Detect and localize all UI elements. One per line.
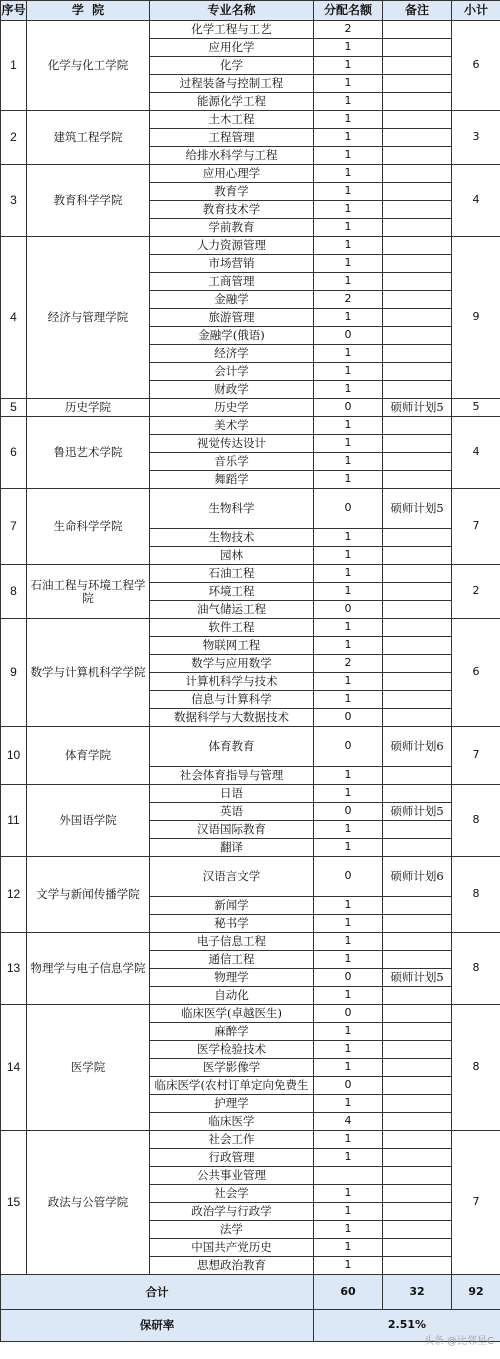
table-row xyxy=(1,21,500,39)
major-remark: 硕师计划5 xyxy=(383,489,452,529)
major-quota: 1 xyxy=(314,57,383,75)
major-name: 医学检验技术 xyxy=(150,1041,314,1059)
major-remark xyxy=(383,1059,452,1077)
header-major: 专业名称 xyxy=(150,1,314,21)
college-name: 教育科学学院 xyxy=(27,165,150,237)
major-remark xyxy=(383,417,452,435)
major-remark: 硕师计划5 xyxy=(383,399,452,417)
college-seq: 13 xyxy=(1,933,27,1005)
college-seq: 14 xyxy=(1,1005,27,1131)
major-name: 给排水科学与工程 xyxy=(150,147,314,165)
major-quota: 1 xyxy=(314,363,383,381)
major-quota: 1 xyxy=(314,183,383,201)
major-name: 金融学(俄语) xyxy=(150,327,314,345)
major-quota: 1 xyxy=(314,39,383,57)
major-name: 信息与计算科学 xyxy=(150,691,314,709)
major-remark xyxy=(383,1185,452,1203)
major-name: 财政学 xyxy=(150,381,314,399)
major-name: 政治学与行政学 xyxy=(150,1203,314,1221)
major-remark xyxy=(383,601,452,619)
major-name: 数学与应用数学 xyxy=(150,655,314,673)
major-quota: 1 xyxy=(314,951,383,969)
college-subtotal: 4 xyxy=(452,165,500,237)
major-remark xyxy=(383,21,452,39)
major-quota: 1 xyxy=(314,1239,383,1257)
major-name: 医学影像学 xyxy=(150,1059,314,1077)
major-remark xyxy=(383,165,452,183)
major-remark xyxy=(383,547,452,565)
major-quota: 1 xyxy=(314,309,383,327)
table-row xyxy=(1,1131,500,1149)
major-name: 旅游管理 xyxy=(150,309,314,327)
major-remark xyxy=(383,785,452,803)
major-remark xyxy=(383,583,452,601)
college-subtotal: 8 xyxy=(452,857,500,933)
major-remark xyxy=(383,345,452,363)
table-row xyxy=(1,489,500,529)
major-remark xyxy=(383,637,452,655)
major-quota: 1 xyxy=(314,933,383,951)
major-quota: 1 xyxy=(314,147,383,165)
major-quota: 1 xyxy=(314,1095,383,1113)
major-remark xyxy=(383,1203,452,1221)
major-remark xyxy=(383,1221,452,1239)
college-name: 历史学院 xyxy=(27,399,150,417)
major-name: 工商管理 xyxy=(150,273,314,291)
major-remark xyxy=(383,767,452,785)
major-remark xyxy=(383,1077,452,1095)
major-name: 翻译 xyxy=(150,839,314,857)
major-quota: 1 xyxy=(314,637,383,655)
major-remark xyxy=(383,987,452,1005)
college-name: 数学与计算机科学学院 xyxy=(27,619,150,727)
major-remark xyxy=(383,129,452,147)
major-quota: 0 xyxy=(314,969,383,987)
college-subtotal: 5 xyxy=(452,399,500,417)
major-remark xyxy=(383,219,452,237)
major-remark xyxy=(383,691,452,709)
major-name: 化学 xyxy=(150,57,314,75)
major-quota: 0 xyxy=(314,709,383,727)
college-seq: 1 xyxy=(1,21,27,111)
major-name: 软件工程 xyxy=(150,619,314,637)
college-subtotal: 7 xyxy=(452,727,500,785)
major-quota: 1 xyxy=(314,1221,383,1239)
college-seq: 5 xyxy=(1,399,27,417)
major-quota: 1 xyxy=(314,583,383,601)
major-name: 通信工程 xyxy=(150,951,314,969)
header-subtotal: 小计 xyxy=(452,1,500,21)
major-name: 秘书学 xyxy=(150,915,314,933)
major-remark xyxy=(383,291,452,309)
college-subtotal: 4 xyxy=(452,417,500,489)
table-row xyxy=(1,727,500,767)
college-name: 外国语学院 xyxy=(27,785,150,857)
major-name: 人力资源管理 xyxy=(150,237,314,255)
major-quota: 1 xyxy=(314,1257,383,1275)
major-name: 工程管理 xyxy=(150,129,314,147)
major-name: 麻醉学 xyxy=(150,1023,314,1041)
header-seq: 序号 xyxy=(1,1,27,21)
major-remark xyxy=(383,529,452,547)
college-seq: 7 xyxy=(1,489,27,565)
major-remark xyxy=(383,821,452,839)
major-quota xyxy=(314,1167,383,1185)
major-quota: 1 xyxy=(314,619,383,637)
major-name: 生物技术 xyxy=(150,529,314,547)
major-quota: 1 xyxy=(314,1131,383,1149)
major-quota: 1 xyxy=(314,1023,383,1041)
major-remark xyxy=(383,75,452,93)
major-quota: 1 xyxy=(314,691,383,709)
major-remark: 硕师计划5 xyxy=(383,969,452,987)
major-name: 法学 xyxy=(150,1221,314,1239)
major-name: 金融学 xyxy=(150,291,314,309)
major-quota: 1 xyxy=(314,1185,383,1203)
rate-label: 保研率 xyxy=(1,1310,314,1342)
major-quota: 1 xyxy=(314,111,383,129)
major-quota: 1 xyxy=(314,93,383,111)
major-quota: 2 xyxy=(314,291,383,309)
major-name: 物联网工程 xyxy=(150,637,314,655)
major-name: 园林 xyxy=(150,547,314,565)
major-remark: 硕师计划5 xyxy=(383,803,452,821)
major-quota: 1 xyxy=(314,75,383,93)
major-remark xyxy=(383,201,452,219)
major-name: 护理学 xyxy=(150,1095,314,1113)
major-quota: 2 xyxy=(314,21,383,39)
college-seq: 6 xyxy=(1,417,27,489)
college-subtotal: 6 xyxy=(452,21,500,111)
major-name: 行政管理 xyxy=(150,1149,314,1167)
total-row xyxy=(1,1275,500,1310)
major-name: 思想政治教育 xyxy=(150,1257,314,1275)
major-name: 英语 xyxy=(150,803,314,821)
major-remark xyxy=(383,39,452,57)
college-seq: 3 xyxy=(1,165,27,237)
major-remark xyxy=(383,933,452,951)
major-quota: 0 xyxy=(314,489,383,529)
table-row xyxy=(1,565,500,583)
college-name: 物理学与电子信息学院 xyxy=(27,933,150,1005)
major-name: 新闻学 xyxy=(150,897,314,915)
table-row xyxy=(1,1005,500,1023)
major-remark: 硕师计划6 xyxy=(383,727,452,767)
major-name: 数据科学与大数据技术 xyxy=(150,709,314,727)
major-name: 应用化学 xyxy=(150,39,314,57)
major-remark xyxy=(383,1113,452,1131)
major-quota: 1 xyxy=(314,417,383,435)
table-row xyxy=(1,857,500,897)
total-quota: 60 xyxy=(314,1275,383,1310)
table-row xyxy=(1,111,500,129)
major-remark xyxy=(383,147,452,165)
major-quota: 1 xyxy=(314,435,383,453)
major-name: 过程装备与控制工程 xyxy=(150,75,314,93)
major-remark xyxy=(383,915,452,933)
major-name: 化学工程与工艺 xyxy=(150,21,314,39)
college-name: 鲁迅艺术学院 xyxy=(27,417,150,489)
college-seq: 10 xyxy=(1,727,27,785)
major-remark xyxy=(383,435,452,453)
major-name: 临床医学(卓越医生) xyxy=(150,1005,314,1023)
major-quota: 1 xyxy=(314,129,383,147)
major-name: 日语 xyxy=(150,785,314,803)
major-name: 教育学 xyxy=(150,183,314,201)
major-name: 应用心理学 xyxy=(150,165,314,183)
major-name: 历史学 xyxy=(150,399,314,417)
major-name: 体育教育 xyxy=(150,727,314,767)
major-name: 教育技术学 xyxy=(150,201,314,219)
major-remark xyxy=(383,673,452,691)
college-seq: 9 xyxy=(1,619,27,727)
major-name: 自动化 xyxy=(150,987,314,1005)
major-quota: 1 xyxy=(314,1203,383,1221)
college-name: 建筑工程学院 xyxy=(27,111,150,165)
major-remark xyxy=(383,951,452,969)
header-college: 学 院 xyxy=(27,1,150,21)
major-name: 生物科学 xyxy=(150,489,314,529)
college-name: 经济与管理学院 xyxy=(27,237,150,399)
major-remark xyxy=(383,1167,452,1185)
major-remark xyxy=(383,839,452,857)
major-name: 美术学 xyxy=(150,417,314,435)
major-name: 环境工程 xyxy=(150,583,314,601)
major-name: 社会学 xyxy=(150,1185,314,1203)
college-seq: 8 xyxy=(1,565,27,619)
table-row xyxy=(1,399,500,417)
major-quota: 1 xyxy=(314,673,383,691)
college-subtotal: 9 xyxy=(452,237,500,399)
header-quota: 分配名额 xyxy=(314,1,383,21)
major-quota: 1 xyxy=(314,1059,383,1077)
major-name: 物理学 xyxy=(150,969,314,987)
major-name: 学前教育 xyxy=(150,219,314,237)
major-remark xyxy=(383,273,452,291)
major-quota: 0 xyxy=(314,727,383,767)
major-remark xyxy=(383,1257,452,1275)
major-remark xyxy=(383,1005,452,1023)
major-remark xyxy=(383,453,452,471)
major-quota: 1 xyxy=(314,821,383,839)
major-quota: 1 xyxy=(314,471,383,489)
major-remark xyxy=(383,1041,452,1059)
header-row xyxy=(1,1,500,21)
major-remark xyxy=(383,183,452,201)
major-quota: 0 xyxy=(314,601,383,619)
major-name: 经济学 xyxy=(150,345,314,363)
major-quota: 0 xyxy=(314,857,383,897)
major-quota: 1 xyxy=(314,165,383,183)
major-remark xyxy=(383,709,452,727)
major-remark xyxy=(383,255,452,273)
table-row xyxy=(1,785,500,803)
table-row xyxy=(1,619,500,637)
total-subtotal: 92 xyxy=(452,1275,500,1310)
college-subtotal: 8 xyxy=(452,1005,500,1131)
college-subtotal: 7 xyxy=(452,1131,500,1275)
table-row xyxy=(1,933,500,951)
major-quota: 1 xyxy=(314,785,383,803)
major-quota: 1 xyxy=(314,987,383,1005)
major-name: 汉语国际教育 xyxy=(150,821,314,839)
major-remark xyxy=(383,381,452,399)
major-quota: 1 xyxy=(314,529,383,547)
major-name: 音乐学 xyxy=(150,453,314,471)
major-quota: 4 xyxy=(314,1113,383,1131)
major-quota: 1 xyxy=(314,839,383,857)
college-seq: 15 xyxy=(1,1131,27,1275)
college-name: 石油工程与环境工程学院 xyxy=(27,565,150,619)
college-seq: 11 xyxy=(1,785,27,857)
table-row xyxy=(1,237,500,255)
major-quota: 1 xyxy=(314,345,383,363)
college-name: 文学与新闻传播学院 xyxy=(27,857,150,933)
college-name: 生命科学学院 xyxy=(27,489,150,565)
major-name: 计算机科学与技术 xyxy=(150,673,314,691)
major-name: 油气储运工程 xyxy=(150,601,314,619)
major-quota: 1 xyxy=(314,381,383,399)
major-quota: 1 xyxy=(314,273,383,291)
major-name: 电子信息工程 xyxy=(150,933,314,951)
major-name: 能源化学工程 xyxy=(150,93,314,111)
college-name: 体育学院 xyxy=(27,727,150,785)
major-name: 临床医学 xyxy=(150,1113,314,1131)
major-quota: 1 xyxy=(314,1041,383,1059)
major-quota: 0 xyxy=(314,327,383,345)
major-remark xyxy=(383,1149,452,1167)
major-name: 公共事业管理 xyxy=(150,1167,314,1185)
major-quota: 1 xyxy=(314,201,383,219)
major-remark xyxy=(383,619,452,637)
total-remark: 32 xyxy=(383,1275,452,1310)
major-quota: 1 xyxy=(314,1149,383,1167)
header-remark: 备注 xyxy=(383,1,452,21)
major-remark xyxy=(383,363,452,381)
college-seq: 4 xyxy=(1,237,27,399)
major-remark xyxy=(383,565,452,583)
major-name: 市场营销 xyxy=(150,255,314,273)
major-quota: 1 xyxy=(314,547,383,565)
major-quota: 0 xyxy=(314,399,383,417)
major-quota: 0 xyxy=(314,1005,383,1023)
total-label: 合计 xyxy=(1,1275,314,1310)
major-name: 临床医学(农村订单定向免费生 xyxy=(150,1077,314,1095)
major-quota: 1 xyxy=(314,237,383,255)
major-remark xyxy=(383,1131,452,1149)
table-row xyxy=(1,165,500,183)
major-remark xyxy=(383,309,452,327)
college-subtotal: 3 xyxy=(452,111,500,165)
major-quota: 1 xyxy=(314,219,383,237)
major-remark xyxy=(383,1095,452,1113)
major-remark xyxy=(383,93,452,111)
major-name: 社会体育指导与管理 xyxy=(150,767,314,785)
major-name: 中国共产党历史 xyxy=(150,1239,314,1257)
major-name: 舞蹈学 xyxy=(150,471,314,489)
major-name: 社会工作 xyxy=(150,1131,314,1149)
major-remark: 硕师计划6 xyxy=(383,857,452,897)
college-subtotal: 6 xyxy=(452,619,500,727)
college-subtotal: 8 xyxy=(452,933,500,1005)
major-quota: 1 xyxy=(314,565,383,583)
college-name: 医学院 xyxy=(27,1005,150,1131)
major-name: 汉语言文学 xyxy=(150,857,314,897)
major-remark xyxy=(383,111,452,129)
major-quota: 2 xyxy=(314,655,383,673)
major-quota: 1 xyxy=(314,915,383,933)
major-remark xyxy=(383,897,452,915)
table-body xyxy=(1,21,500,1275)
watermark: 头条 @比邻星C xyxy=(423,1336,494,1347)
major-quota: 1 xyxy=(314,255,383,273)
major-remark xyxy=(383,1239,452,1257)
college-seq: 2 xyxy=(1,111,27,165)
rate-value: 2.51% xyxy=(314,1310,500,1342)
major-quota: 1 xyxy=(314,767,383,785)
table-row xyxy=(1,417,500,435)
major-quota: 1 xyxy=(314,897,383,915)
major-remark xyxy=(383,471,452,489)
major-name: 石油工程 xyxy=(150,565,314,583)
college-subtotal: 7 xyxy=(452,489,500,565)
major-remark xyxy=(383,1023,452,1041)
major-remark xyxy=(383,57,452,75)
college-seq: 12 xyxy=(1,857,27,933)
major-remark xyxy=(383,237,452,255)
college-subtotal: 8 xyxy=(452,785,500,857)
major-name: 土木工程 xyxy=(150,111,314,129)
major-quota: 1 xyxy=(314,453,383,471)
major-remark xyxy=(383,327,452,345)
major-name: 会计学 xyxy=(150,363,314,381)
college-name: 化学与化工学院 xyxy=(27,21,150,111)
college-name: 政法与公管学院 xyxy=(27,1131,150,1275)
major-quota: 0 xyxy=(314,803,383,821)
major-quota: 0 xyxy=(314,1077,383,1095)
major-remark xyxy=(383,655,452,673)
college-subtotal: 2 xyxy=(452,565,500,619)
major-name: 视觉传达设计 xyxy=(150,435,314,453)
